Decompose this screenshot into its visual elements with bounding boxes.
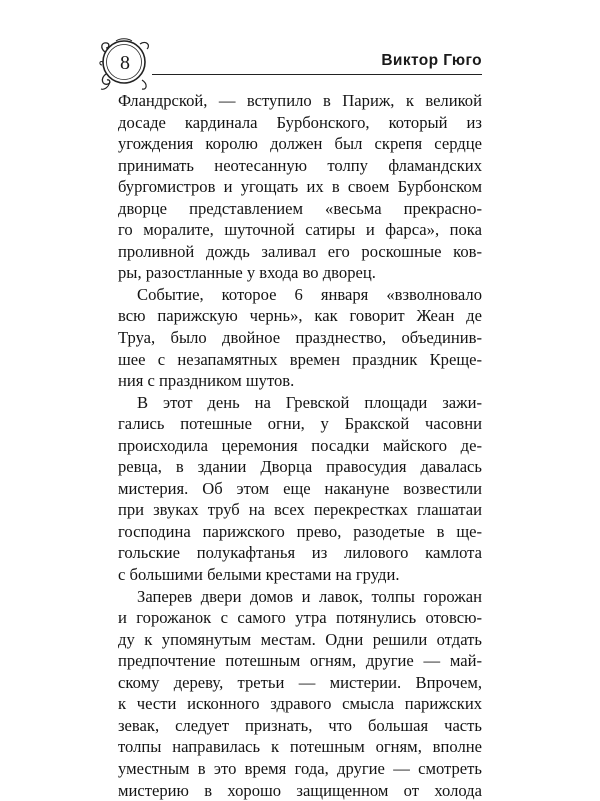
text-line: гались потешные огни, у Бракской часовни <box>118 413 482 435</box>
text-line: ревца, в здании Дворца правосудия давалась <box>118 456 482 478</box>
text-line: предпочтение потешным огням, другие — май- <box>118 650 482 672</box>
text-line: мистерию в хорошо защищенном от холода <box>118 780 482 801</box>
text-line: гольские полукафтанья из лилового камлота <box>118 542 482 564</box>
text-line: уместным в это время года, другие — смотреть <box>118 758 482 780</box>
text-line: шее с незапамятных времен праздник Креще- <box>118 349 482 371</box>
text-line: господина парижского прево, разодетые в ще- <box>118 521 482 543</box>
text-line: к чести исконного здравого смысла парижских <box>118 693 482 715</box>
text-line: с большими белыми крестами на груди. <box>118 564 482 586</box>
text-line: всю парижскую чернь», как говорит Жеан де <box>118 305 482 327</box>
text-line: угождения королю должен был скрепя сердце <box>118 133 482 155</box>
text-line: бургомистров и угощать их в своем Бурбонском <box>118 176 482 198</box>
text-line: ния с праздником шутов. <box>118 370 482 392</box>
text-line: Труа, было двойное празднество, объединив- <box>118 327 482 349</box>
text-line: Событие, которое 6 января «взволновало <box>118 284 482 306</box>
text-line: принимать неотесанную толпу фламандских <box>118 155 482 177</box>
paragraph <box>118 90 482 284</box>
text-line: происходила церемония посадки майского де- <box>118 435 482 457</box>
text-line: скому дереву, третьи — мистерии. Впрочем, <box>118 672 482 694</box>
text-line: В этот день на Гревской площади зажи- <box>118 392 482 414</box>
text-line: ду к упомянутым местам. Одни решили отдать <box>118 629 482 651</box>
text-line: при звуках труб на всех перекрестках глашатаи <box>118 499 482 521</box>
page-number: 8 <box>96 52 154 75</box>
text-line: зевак, следует признать, что большая часть <box>118 715 482 737</box>
text-line: ры, разостланные у входа во дворец. <box>118 262 482 284</box>
text-line: и горожанок с самого утра потянулись отовсю- <box>118 607 482 629</box>
text-line: Заперев двери домов и лавок, толпы горожан <box>118 586 482 608</box>
paragraph <box>118 586 482 801</box>
body-text <box>118 90 482 801</box>
header-rule <box>152 74 482 75</box>
running-header-author: Виктор Гюго <box>381 52 482 70</box>
text-line: го моралите, шуточной сатиры и фарса», пока <box>118 219 482 241</box>
text-line: проливной дождь заливал его роскошные ков- <box>118 241 482 263</box>
text-line: мистерия. Об этом еще накануне возвестили <box>118 478 482 500</box>
text-line: толпы направилась к потешным огням, вполне <box>118 736 482 758</box>
text-line: дворце представлением «весьма прекрасно- <box>118 198 482 220</box>
text-line: Фландрской, — вступило в Париж, к великой <box>118 90 482 112</box>
paragraph <box>118 284 482 392</box>
paragraph <box>118 392 482 586</box>
text-line: досаде кардинала Бурбонского, который из <box>118 112 482 134</box>
